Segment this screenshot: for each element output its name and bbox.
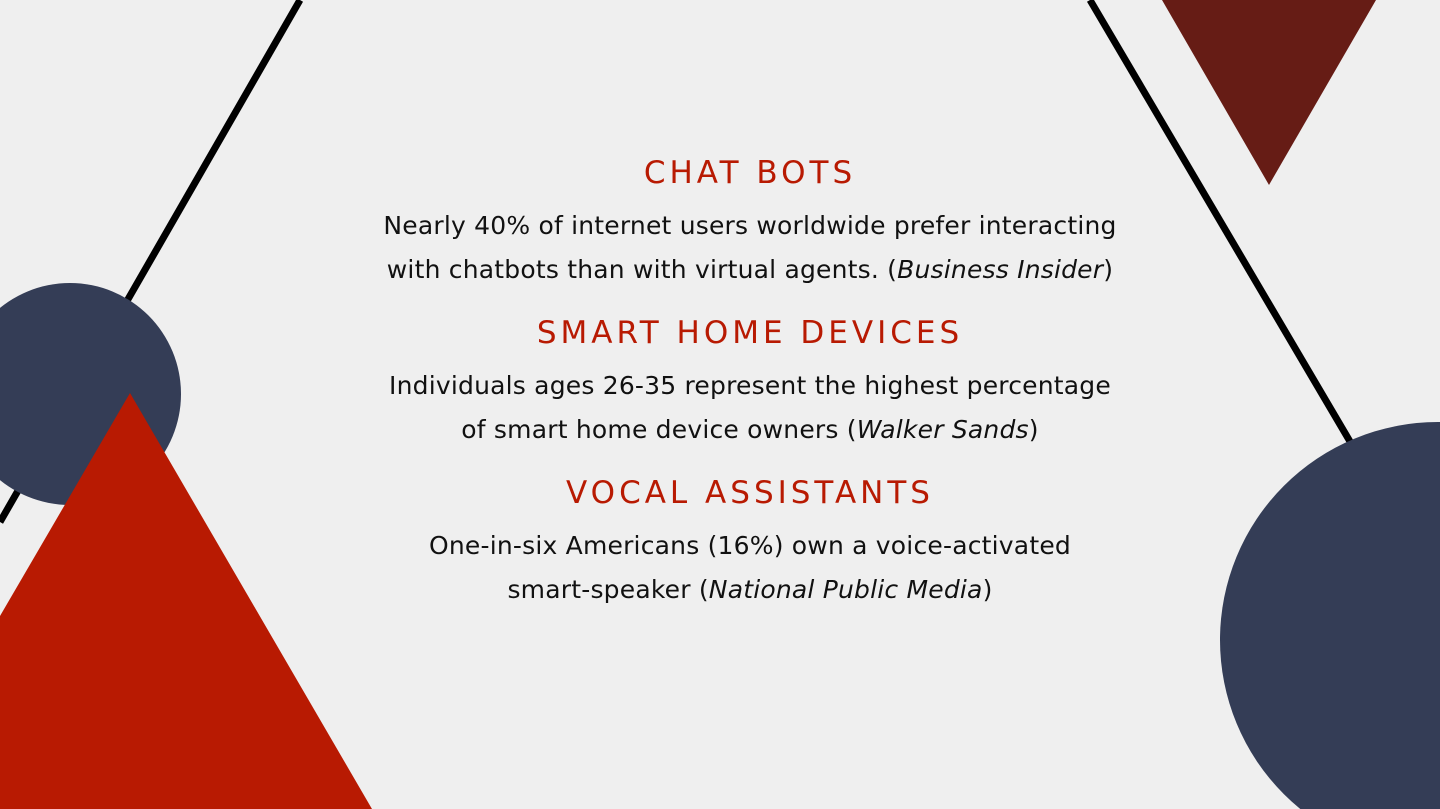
body-line-2-end: ): [1028, 415, 1039, 444]
body-line-2: smart-speaker (: [507, 575, 709, 604]
navy-circle-right: [1220, 422, 1440, 809]
section-chat-bots: [300, 150, 1200, 292]
section-body: [300, 524, 1200, 612]
section-smart-home-devices: [300, 310, 1200, 452]
section-body: [300, 204, 1200, 292]
body-line-2-end: ): [1103, 255, 1114, 284]
stats-content: [300, 150, 1200, 612]
source-citation: Business Insider: [897, 255, 1104, 284]
body-line-2-end: ): [982, 575, 993, 604]
body-line-2: with chatbots than with virtual agents. (: [386, 255, 898, 284]
section-heading: CHAT BOTS: [643, 155, 857, 191]
section-heading: SMART HOME DEVICES: [536, 315, 964, 351]
body-line-1: Individuals ages 26-35 represent the highest percentage: [389, 371, 1111, 400]
section-body: [300, 364, 1200, 452]
section-heading: VOCAL ASSISTANTS: [566, 475, 934, 511]
source-citation: National Public Media: [708, 575, 983, 604]
body-line-2: of smart home device owners (: [461, 415, 857, 444]
section-vocal-assistants: [300, 470, 1200, 612]
body-line-1: One-in-six Americans (16%) own a voice-activated: [429, 531, 1071, 560]
source-citation: Walker Sands: [856, 415, 1029, 444]
body-line-1: Nearly 40% of internet users worldwide prefer interacting: [383, 211, 1117, 240]
